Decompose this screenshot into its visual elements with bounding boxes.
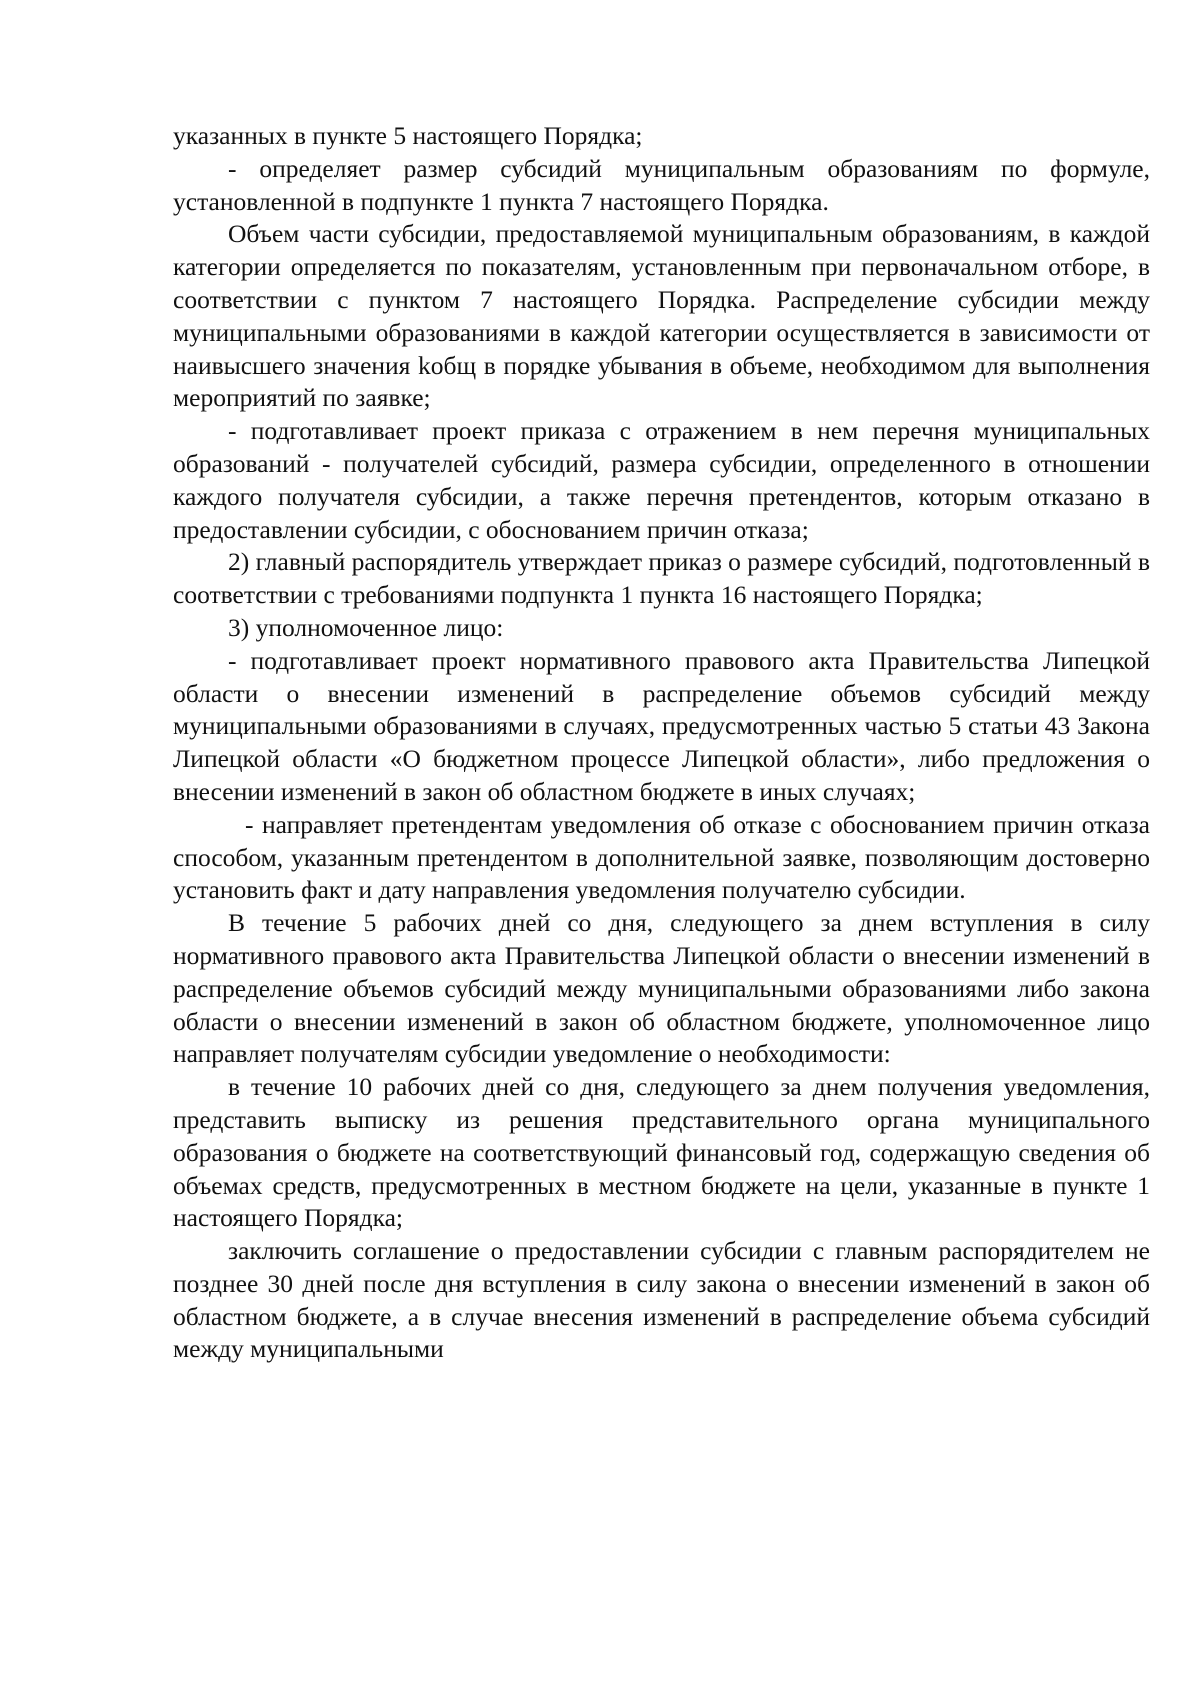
paragraph: - подготавливает проект нормативного правового акта Правительства Липецкой области о внесении изменений в распределение объемов субсидий между муниципальными образованиями в случаях, предусмотренных частью 5 статьи 43 Закона Липецкой области «О бюджетном процессе Липецкой области», либо предложения о внесении изменений в закон об областном бюджете в иных случаях;	[173, 645, 1150, 806]
paragraph: заключить соглашение о предоставлении субсидии с главным распорядителем не позднее 30 дней после дня вступления в силу закона о внесении изменений в закон об областном бюджете, а в случае внесения изменений в распределение объема субсидий между муниципальными	[173, 1236, 1150, 1364]
paragraph: В течение 5 рабочих дней со дня, следующего за днем вступления в силу нормативного правового акта Правительства Липецкой области о внесении изменений в распределение объемов субсидий между муниципальными образованиями либо закона области о внесении изменений в закон об областном бюджете, уполномоченное лицо направляет получателям субсидии уведомление о необходимости:	[173, 908, 1150, 1069]
paragraph: - подготавливает проект приказа с отражением в нем перечня муниципальных образований - получателей субсидий, размера субсидии, определенного в отношении каждого получателя субсидии, а также перечня претендентов, которым отказано в предоставлении субсидии, с обоснованием причин отказа;	[173, 416, 1150, 544]
paragraph: - направляет претендентам уведомления об отказе с обоснованием причин отказа способом, указанным претендентом в дополнительной заявке, позволяющим достоверно установить факт и дату направления уведомления получателю субсидии.	[173, 809, 1150, 905]
paragraph: - определяет размер субсидий муниципальным образованиям по формуле, установленной в подпункте 1 пункта 7 настоящего Порядка.	[173, 153, 1150, 216]
paragraph: Объем части субсидии, предоставляемой муниципальным образованиям, в каждой категории определяется по показателям, установленным при первоначальном отборе, в соответствии с пунктом 7 настоящего Порядка. Распределение субсидии между муниципальными образованиями в каждой категории осуществляется в зависимости от наивысшего значения kобщ в порядке убывания в объеме, необходимом для выполнения мероприятий по заявке;	[173, 219, 1150, 413]
paragraph: 2) главный распорядитель утверждает приказ о размере субсидий, подготовленный в соответствии с требованиями подпункта 1 пункта 16 настоящего Порядка;	[173, 547, 1150, 610]
paragraph: в течение 10 рабочих дней со дня, следующего за днем получения уведомления, представить выписку из решения представительного органа муниципального образования о бюджете на соответствующий финансовый год, содержащую сведения об объемах средств, предусмотренных в местном бюджете на цели, указанные в пункте 1 настоящего Порядка;	[173, 1072, 1150, 1233]
paragraph: указанных в пункте 5 настоящего Порядка;	[173, 121, 643, 150]
paragraph: 3) уполномоченное лицо:	[228, 612, 504, 642]
document-page	[173, 120, 1150, 1366]
